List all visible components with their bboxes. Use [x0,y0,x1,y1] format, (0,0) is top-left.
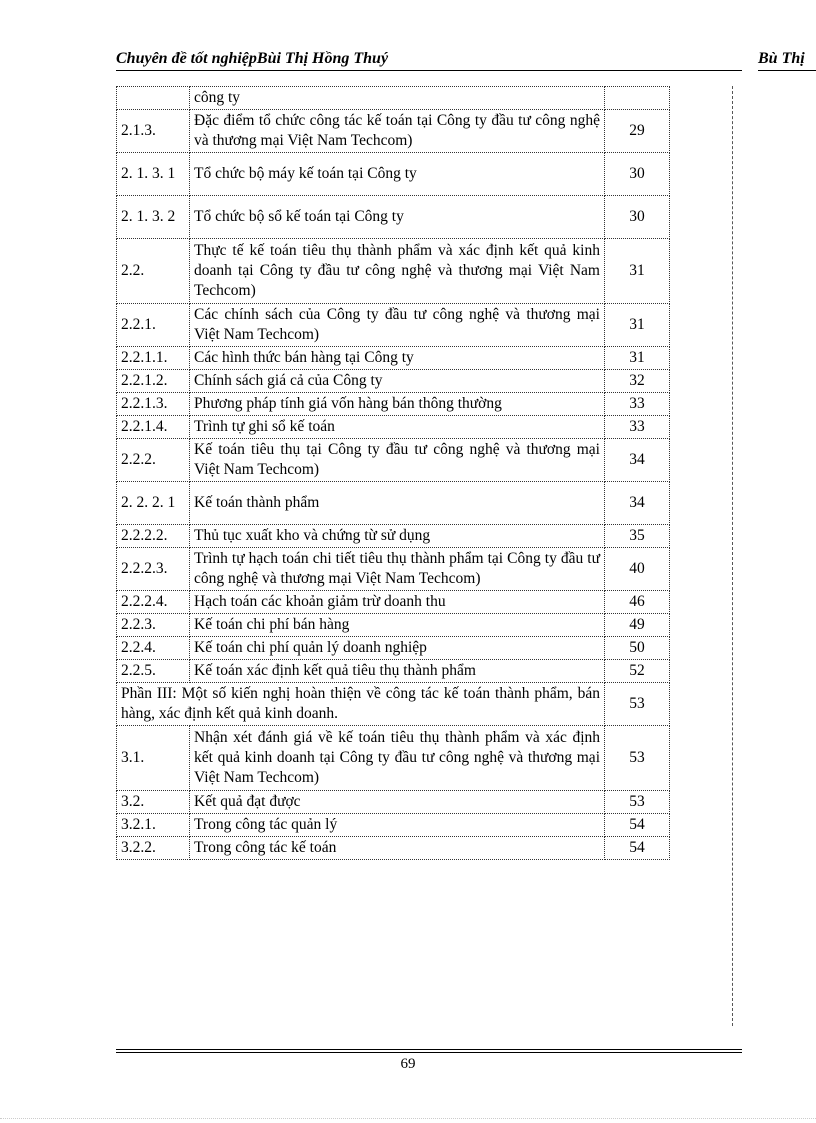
toc-row [117,347,670,370]
toc-row [117,660,670,683]
toc-title: Trong công tác kế toán [190,837,605,860]
toc-title: Các hình thức bán hàng tại Công ty [190,347,605,370]
running-header: Chuyên đề tốt nghiệpBùi Thị Hồng Thuý [116,50,389,67]
toc-row [117,837,670,860]
toc-page: 30 [605,153,670,196]
margin-dashed-line [732,86,733,1026]
toc-page: 40 [605,548,670,591]
toc-number: 2.2.1.2. [117,370,190,393]
toc-row [117,416,670,439]
toc-row [117,814,670,837]
header-rule-right [758,70,816,71]
toc-page: 33 [605,393,670,416]
toc-number: 2.2. [117,239,190,304]
toc-page: 46 [605,591,670,614]
toc-title: Kế toán chi phí quản lý doanh nghiệp [190,637,605,660]
toc-row [117,525,670,548]
toc-number: 2.2.1.4. [117,416,190,439]
toc-page: 34 [605,482,670,525]
toc-row [117,482,670,525]
toc-title: Kế toán xác định kết quả tiêu thụ thành phẩm [190,660,605,683]
toc-number: 2.2.3. [117,614,190,637]
toc-row [117,683,670,726]
toc-number: 3.2.2. [117,837,190,860]
toc-number: 2.2.2.3. [117,548,190,591]
toc-title: Trong công tác quản lý [190,814,605,837]
toc-page: 53 [605,683,670,726]
toc-page: 52 [605,660,670,683]
toc-row [117,87,670,110]
toc-number: 2.2.2. [117,439,190,482]
toc-title: Đặc điểm tổ chức công tác kế toán tại Công ty đầu tư công nghệ và thương mại Việt Nam Techcom) [190,110,605,153]
toc-row [117,153,670,196]
toc-page: 31 [605,304,670,347]
toc-title: Trình tự ghi sổ kế toán [190,416,605,439]
toc-title: Thủ tục xuất kho và chứng từ sử dụng [190,525,605,548]
toc-row [117,726,670,791]
toc-page: 35 [605,525,670,548]
toc-number: 2.2.2.4. [117,591,190,614]
toc-page: 53 [605,791,670,814]
toc-title: Tổ chức bộ sổ kế toán tại Công ty [190,196,605,239]
toc-row [117,637,670,660]
page-edge [0,1118,816,1119]
toc-number: 2.2.1.1. [117,347,190,370]
toc-number: 2.2.1.3. [117,393,190,416]
toc-page: 54 [605,837,670,860]
toc-page: 31 [605,239,670,304]
toc-page: 34 [605,439,670,482]
toc-number: 3.2.1. [117,814,190,837]
toc-number [117,87,190,110]
header-rule [116,70,742,71]
toc-page: 50 [605,637,670,660]
toc-title: công ty [190,87,605,110]
toc-row [117,791,670,814]
toc-title: Phương pháp tính giá vốn hàng bán thông thường [190,393,605,416]
footer-rule-double [116,1052,742,1053]
toc-row [117,370,670,393]
table-of-contents [116,86,670,860]
running-header-right: Bù Thị [758,50,805,67]
toc-page: 53 [605,726,670,791]
toc-title: Tổ chức bộ máy kế toán tại Công ty [190,153,605,196]
toc-row [117,304,670,347]
toc-row [117,239,670,304]
toc-row [117,110,670,153]
toc-page: 30 [605,196,670,239]
toc-row [117,393,670,416]
toc-row [117,439,670,482]
toc-title: Các chính sách của Công ty đầu tư công nghệ và thương mại Việt Nam Techcom) [190,304,605,347]
toc-part-title: Phần III: Một số kiến nghị hoàn thiện về công tác kế toán thành phẩm, bán hàng, xác định kết quả kinh doanh. [117,683,605,726]
toc-number: 2. 1. 3. 1 [117,153,190,196]
toc-row [117,196,670,239]
toc-page: 29 [605,110,670,153]
toc-title: Chính sách giá cả của Công ty [190,370,605,393]
toc-page [605,87,670,110]
toc-row [117,614,670,637]
toc-title: Kế toán thành phẩm [190,482,605,525]
toc-row [117,548,670,591]
toc-title: Trình tự hạch toán chi tiết tiêu thụ thành phẩm tại Công ty đầu tư công nghệ và thương mại Việt Nam Techcom) [190,548,605,591]
page-number: 69 [400,1056,416,1072]
toc-row [117,591,670,614]
toc-title: Hạch toán các khoản giảm trừ doanh thu [190,591,605,614]
toc-page: 31 [605,347,670,370]
toc-number: 3.2. [117,791,190,814]
toc-number: 2.2.2.2. [117,525,190,548]
toc-number: 2.2.1. [117,304,190,347]
toc-page: 33 [605,416,670,439]
toc-title: Kế toán tiêu thụ tại Công ty đầu tư công nghệ và thương mại Việt Nam Techcom) [190,439,605,482]
toc-number: 3.1. [117,726,190,791]
toc-number: 2. 2. 2. 1 [117,482,190,525]
toc-page: 49 [605,614,670,637]
toc-title: Thực tế kế toán tiêu thụ thành phẩm và xác định kết quả kinh doanh tại Công ty đầu tư công nghệ và thương mại Việt Nam Techcom) [190,239,605,304]
toc-number: 2. 1. 3. 2 [117,196,190,239]
toc-title: Kế toán chi phí bán hàng [190,614,605,637]
toc-page: 32 [605,370,670,393]
toc-number: 2.2.4. [117,637,190,660]
toc-title: Kết quả đạt được [190,791,605,814]
footer-rule [116,1049,742,1050]
toc-page: 54 [605,814,670,837]
toc-number: 2.2.5. [117,660,190,683]
toc-title: Nhận xét đánh giá về kế toán tiêu thụ thành phẩm và xác định kết quả kinh doanh tại Công ty đầu tư công nghệ và thương mại Việt Nam Techcom) [190,726,605,791]
toc-number: 2.1.3. [117,110,190,153]
